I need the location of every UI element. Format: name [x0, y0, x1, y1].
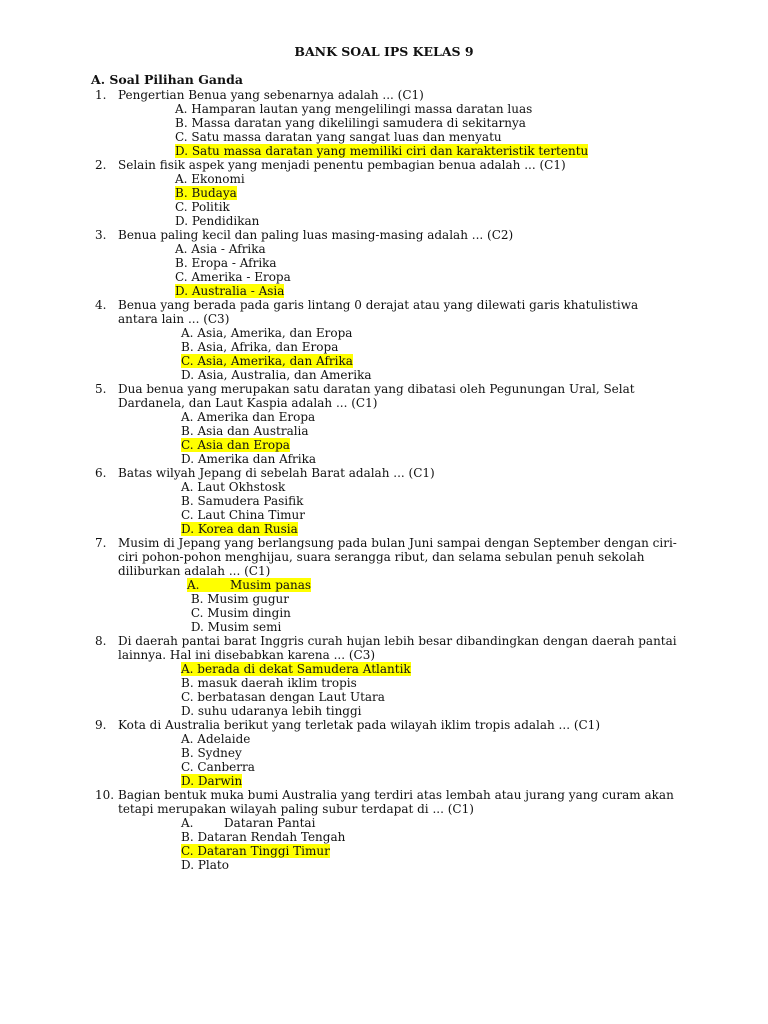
- answer-option: C. Canberra: [181, 760, 255, 774]
- question-number: 3.: [95, 228, 107, 242]
- answer-option-correct: D. Australia - Asia: [175, 284, 285, 298]
- question-stem: Musim di Jepang yang berlangsung pada bulan Juni sampai dengan September dengan ciri-ciri pohon-pohon menghijau, suara serangga ribut, dan selama sebulan penuh sekolah diliburkan adalah ... (C1): [118, 536, 677, 578]
- question-stem: Di daerah pantai barat Inggris curah hujan lebih besar dibandingkan dengan daerah pantai lainnya. Hal ini disebabkan karena ... (C3): [118, 634, 677, 662]
- answer-option: A. Asia - Afrika: [175, 242, 266, 256]
- answer-option: C. Amerika - Eropa: [175, 270, 291, 284]
- answer-option: D. Plato: [181, 858, 229, 872]
- answer-option: A. Hamparan lautan yang mengelilingi massa daratan luas: [175, 102, 533, 116]
- answer-option: B. masuk daerah iklim tropis: [181, 676, 357, 690]
- answer-option: B. Dataran Rendah Tengah: [181, 830, 346, 844]
- answer-option: A. Adelaide: [181, 732, 251, 746]
- question-number: 6.: [95, 466, 107, 480]
- answer-option: D. suhu udaranya lebih tinggi: [181, 704, 362, 718]
- question-number: 7.: [95, 536, 107, 550]
- question-number: 10.: [95, 788, 115, 802]
- answer-option-correct: C. Asia dan Eropa: [181, 438, 290, 452]
- answer-option-correct: D. Darwin: [181, 774, 243, 788]
- question-stem: Dua benua yang merupakan satu daratan yang dibatasi oleh Pegunungan Ural, Selat Dardanela, dan Laut Kaspia adalah ... (C1): [118, 382, 635, 410]
- answer-option: D. Pendidikan: [175, 214, 260, 228]
- question-number: 2.: [95, 158, 107, 172]
- answer-option: C. Satu massa daratan yang sangat luas dan menyatu: [175, 130, 502, 144]
- answer-option: C. Politik: [175, 200, 230, 214]
- answer-option: B. Massa daratan yang dikelilingi samudera di sekitarnya: [175, 116, 526, 130]
- answer-option: C. berbatasan dengan Laut Utara: [181, 690, 385, 704]
- answer-option: C. Laut China Timur: [181, 508, 306, 522]
- question-stem: Kota di Australia berikut yang terletak pada wilayah iklim tropis adalah ... (C1): [118, 718, 600, 732]
- answer-option: B. Sydney: [181, 746, 242, 760]
- page-title: BANK SOAL IPS KELAS 9: [294, 44, 474, 59]
- question-number: 1.: [95, 88, 107, 102]
- answer-option: B. Musim gugur: [187, 592, 290, 606]
- question-number: 5.: [95, 382, 107, 396]
- answer-option-correct: C. Asia, Amerika, dan Afrika: [181, 354, 353, 368]
- answer-option: A. Amerika dan Eropa: [181, 410, 316, 424]
- answer-option-correct: D. Satu massa daratan yang memiliki ciri dan karakteristik tertentu: [175, 144, 589, 158]
- answer-option: B. Asia dan Australia: [181, 424, 309, 438]
- section-heading: A. Soal Pilihan Ganda: [91, 72, 243, 87]
- answer-option: B. Samudera Pasifik: [181, 494, 304, 508]
- answer-option: D. Asia, Australia, dan Amerika: [181, 368, 372, 382]
- answer-option-correct: A. berada di dekat Samudera Atlantik: [181, 662, 411, 676]
- answer-option: B. Eropa - Afrika: [175, 256, 277, 270]
- question-number: 9.: [95, 718, 107, 732]
- answer-option-correct: C. Dataran Tinggi Timur: [181, 844, 330, 858]
- question-stem: Benua paling kecil dan paling luas masing-masing adalah ... (C2): [118, 228, 514, 242]
- answer-option: C. Musim dingin: [187, 606, 291, 620]
- question-number: 4.: [95, 298, 107, 312]
- answer-option: B. Asia, Afrika, dan Eropa: [181, 340, 339, 354]
- answer-option-correct: A. Musim panas: [187, 578, 312, 592]
- answer-option: D. Amerika dan Afrika: [181, 452, 317, 466]
- question-number: 8.: [95, 634, 107, 648]
- answer-option: A. Asia, Amerika, dan Eropa: [181, 326, 353, 340]
- question-stem: Benua yang berada pada garis lintang 0 derajat atau yang dilewati garis khatulistiwa antara lain ... (C3): [118, 298, 639, 326]
- question-stem: Batas wilyah Jepang di sebelah Barat adalah ... (C1): [118, 466, 435, 480]
- answer-option-correct: D. Korea dan Rusia: [181, 522, 298, 536]
- answer-option: A. Laut Okhstosk: [181, 480, 286, 494]
- question-stem: Bagian bentuk muka bumi Australia yang terdiri atas lembah atau jurang yang curam akan tetapi merupakan wilayah paling subur terdapat di ... (C1): [118, 788, 674, 816]
- answer-option: A. Dataran Pantai: [181, 816, 316, 830]
- question-stem: Selain fisik aspek yang menjadi penentu pembagian benua adalah ... (C1): [118, 158, 566, 172]
- answer-option-correct: B. Budaya: [175, 186, 237, 200]
- answer-option: D. Musim semi: [187, 620, 282, 634]
- question-stem: Pengertian Benua yang sebenarnya adalah ... (C1): [118, 88, 424, 102]
- answer-option: A. Ekonomi: [175, 172, 245, 186]
